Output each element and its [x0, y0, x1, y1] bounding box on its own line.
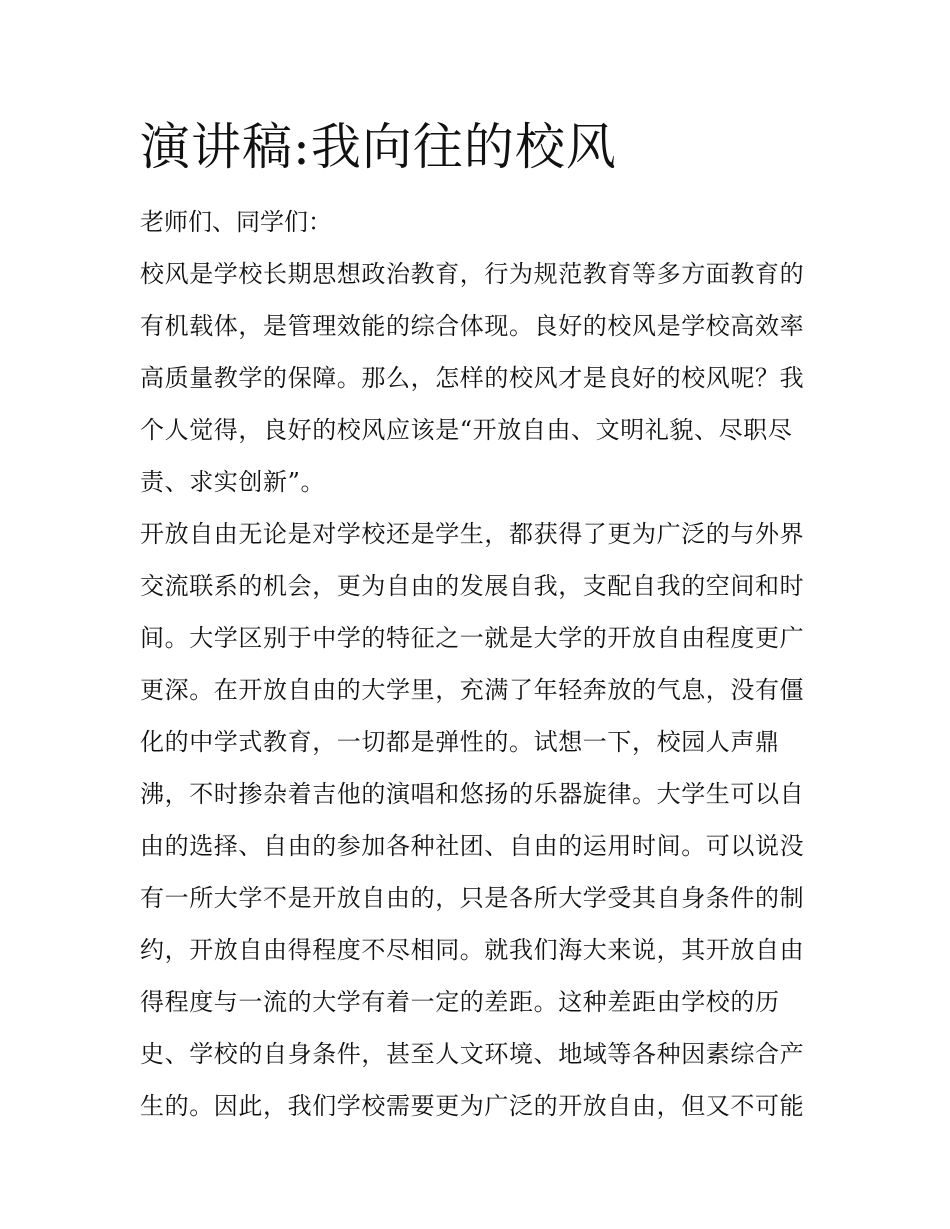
- paragraph-line: 得程度与一流的大学有着一定的差距。这种差距由学校的历: [140, 988, 780, 1016]
- paragraph-line: 间。大学区别于中学的特征之一就是大学的开放自由程度更广: [140, 624, 805, 652]
- paragraph-line: 更深。在开放自由的大学里，充满了年轻奔放的气息，没有僵: [140, 676, 805, 704]
- document-page: [140, 112, 820, 1132]
- paragraph-line: 有机载体，是管理效能的综合体现。良好的校风是学校高效率: [140, 312, 805, 340]
- paragraph-1: [140, 248, 820, 508]
- paragraph-line: 史、学校的自身条件，甚至人文环境、地域等各种因素综合产: [140, 1040, 805, 1068]
- paragraph-line: 个人觉得，良好的校风应该是“开放自由、文明礼貌、尽职尽: [140, 416, 793, 444]
- salutation: 老师们、同学们：: [140, 208, 332, 236]
- paragraph-line: 由的选择、自由的参加各种社团、自由的运用时间。可以说没: [140, 832, 805, 860]
- paragraph-line: 约，开放自由得程度不尽相同。就我们海大来说，其开放自由: [140, 936, 805, 964]
- paragraph-line: 高质量教学的保障。那么，怎样的校风才是良好的校风呢？我: [140, 364, 805, 392]
- paragraph-line: 交流联系的机会，更为自由的发展自我，支配自我的空间和时: [140, 572, 805, 600]
- paragraph-line: 开放自由无论是对学校还是学生，都获得了更为广泛的与外界: [140, 520, 805, 548]
- paragraph-2: [140, 508, 820, 1132]
- paragraph-line: 责、求实创新”。: [140, 468, 326, 496]
- document-title: 演讲稿:我向往的校风: [140, 118, 617, 176]
- paragraph-line: 有一所大学不是开放自由的，只是各所大学受其自身条件的制: [140, 884, 805, 912]
- paragraph-line: 生的。因此，我们学校需要更为广泛的开放自由，但又不可能: [140, 1092, 805, 1120]
- paragraph-line: 校风是学校长期思想政治教育，行为规范教育等多方面教育的: [140, 260, 805, 288]
- paragraph-line: 化的中学式教育，一切都是弹性的。试想一下，校园人声鼎: [140, 728, 780, 756]
- paragraph-line: 沸，不时掺杂着吉他的演唱和悠扬的乐器旋律。大学生可以自: [140, 780, 805, 808]
